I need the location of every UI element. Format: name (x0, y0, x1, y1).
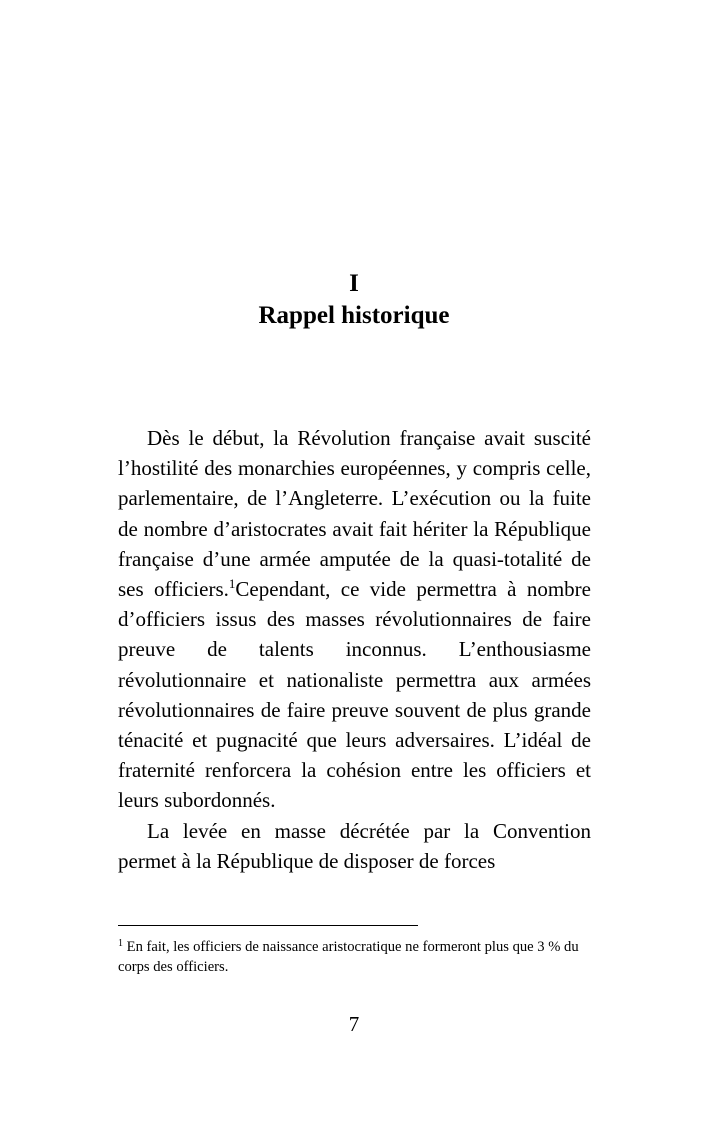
body-text (118, 423, 591, 876)
footnote-text: En fait, les officiers de naissance aristocratique ne formeront plus que 3 % du corps des officiers. (118, 939, 579, 975)
footnote-marker: 1 (118, 938, 123, 949)
chapter-number: I (349, 270, 359, 297)
paragraph-2: La levée en masse décrétée par la Convention permet à la République de disposer de forces (118, 818, 591, 873)
footnote-reference: 1 (228, 576, 236, 592)
page-number: 7 (348, 1012, 360, 1036)
footnote (118, 937, 591, 977)
footnote-separator (118, 925, 418, 926)
paragraph-1 (118, 423, 591, 816)
paragraph-1-text-before-note: Dès le début, la Révolution française avait suscité l’hostilité des monarchies européennes, y compris celle, parlementaire, de l’Angleterre. L’exécution ou la fuite de nombre d’aristocrates avait fait hériter la République française d’une armée amputée de la quasi-totalité de ses officiers. (118, 426, 591, 602)
chapter-title: Rappel historique (258, 302, 450, 329)
paragraph-1-text-after-note: Cependant, ce vide permettra à nombre d’officiers issus des masses révolutionnaires de faire preuve de talents inconnus. L’enthousiasme révolutionnaire et nationaliste permettra aux armées révolutionnaires de faire preuve souvent de plus grande ténacité et pugnacité que leurs adversaires. L’idéal de fraternité renforcera la cohésion entre les officiers et leurs subordonnés. (118, 577, 591, 813)
